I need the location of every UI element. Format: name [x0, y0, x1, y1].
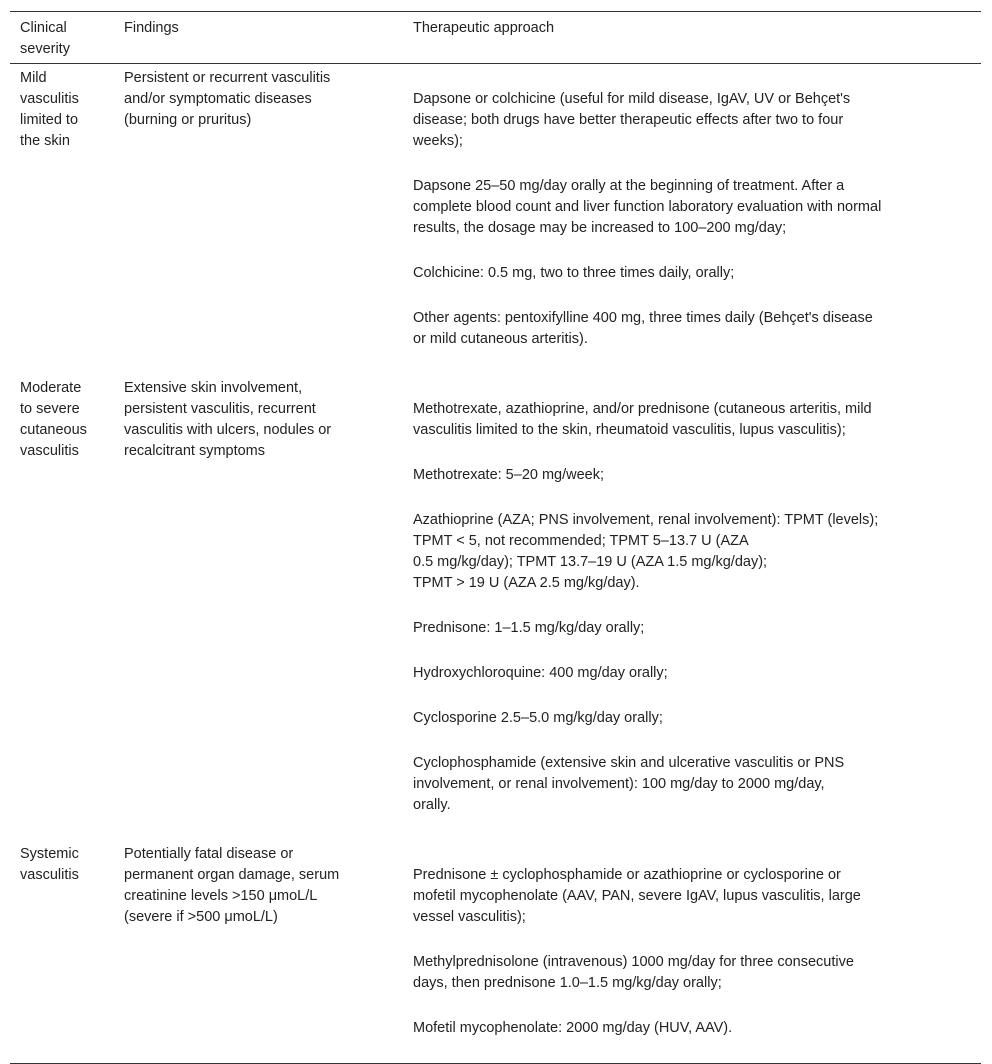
therapy-cell: [413, 844, 981, 1063]
header-findings: Findings: [124, 20, 179, 36]
therapy-paragraph: Cyclophosphamide (extensive skin and ulcerative vasculitis or PNS involvement, or renal involvement): 100 mg/day to 2000 mg/day, orally.: [413, 755, 845, 813]
therapy-paragraph: Mofetil mycophenolate: 2000 mg/day (HUV, AAV).: [413, 1020, 733, 1036]
findings-cell: Extensive skin involvement, persistent vasculitis, recurrent vasculitis with ulcers, nodules or recalcitrant symptoms: [124, 380, 332, 459]
table-row: [10, 64, 981, 374]
severity-cell: Mild vasculitis limited to the skin: [20, 70, 79, 149]
therapy-paragraph: Dapsone 25–50 mg/day orally at the beginning of treatment. After a complete blood count and liver function laboratory evaluation with normal results, the dosage may be increased to 100–200 mg/day;: [413, 178, 882, 236]
severity-cell: Moderate to severe cutaneous vasculitis: [20, 380, 87, 459]
header-therapeutic-approach: Therapeutic approach: [413, 20, 555, 36]
severity-cell: Systemic vasculitis: [20, 846, 79, 883]
therapy-paragraph: Prednisone: 1–1.5 mg/kg/day orally;: [413, 620, 645, 636]
findings-cell: Potentially fatal disease or permanent organ damage, serum creatinine levels >150 μmoL/L (severe if >500 μmoL/L): [124, 846, 340, 925]
therapy-paragraph: Colchicine: 0.5 mg, two to three times daily, orally;: [413, 265, 735, 281]
therapy-paragraph: Methotrexate: 5–20 mg/week;: [413, 467, 605, 483]
therapy-cell: [413, 68, 981, 374]
therapy-paragraph: Methotrexate, azathioprine, and/or prednisone (cutaneous arteritis, mild vasculitis limited to the skin, rheumatoid vasculitis, lupus vasculitis);: [413, 401, 872, 438]
table-row: [10, 374, 981, 840]
table-row: [10, 840, 981, 1063]
findings-cell: Persistent or recurrent vasculitis and/or symptomatic diseases (burning or pruritus): [124, 70, 331, 128]
therapy-cell: [413, 378, 981, 840]
therapy-paragraph: Other agents: pentoxifylline 400 mg, three times daily (Behçet's disease or mild cutaneous arteritis).: [413, 310, 873, 347]
therapy-paragraph: Azathioprine (AZA; PNS involvement, renal involvement): TPMT (levels); TPMT < 5, not recommended; TPMT 5–13.7 U (AZA 0.5 mg/kg/day); TPMT 13.7–19 U (AZA 1.5 mg/kg/day); TPMT > 19 U (AZA 2.5 mg/kg/day).: [413, 512, 879, 591]
therapy-paragraph: Cyclosporine 2.5–5.0 mg/kg/day orally;: [413, 710, 663, 726]
therapy-paragraph: Hydroxychloroquine: 400 mg/day orally;: [413, 665, 668, 681]
therapy-paragraph: Dapsone or colchicine (useful for mild disease, IgAV, UV or Behçet's disease; both drugs have better therapeutic effects after two to four weeks);: [413, 91, 851, 149]
header-clinical-severity: Clinical severity: [20, 20, 70, 57]
therapy-paragraph: Prednisone ± cyclophosphamide or azathioprine or cyclosporine or mofetil mycophenolate (AAV, PAN, severe IgAV, lupus vasculitis, large vessel vasculitis);: [413, 867, 861, 925]
table-header-row: [10, 12, 981, 63]
therapy-paragraph: Methylprednisolone (intravenous) 1000 mg/day for three consecutive days, then prednisone 1.0–1.5 mg/kg/day orally;: [413, 954, 854, 991]
therapy-table: [10, 11, 981, 1064]
